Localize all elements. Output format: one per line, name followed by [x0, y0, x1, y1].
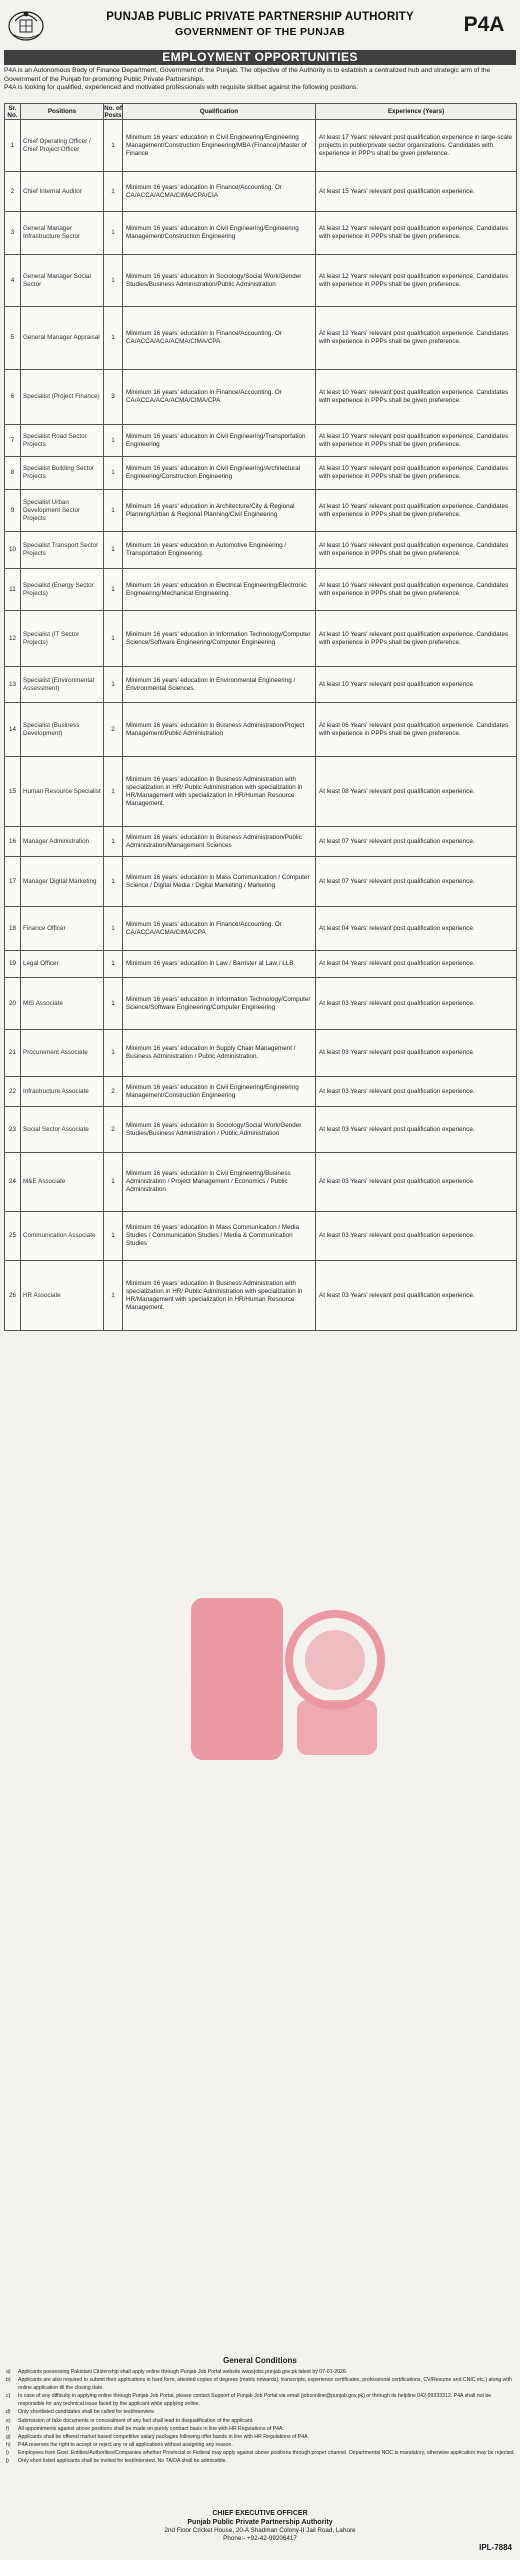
row-qualification: Minimum 16 years' education in Finance/Accounting. Or CA/ACCA/ACA/ACMA/CIMA/CPA	[123, 307, 316, 370]
row-experience: At least 10 Years' relevant post qualification experience. Candidates with experience in PPPs shall be given preference.	[316, 569, 517, 611]
condition-text: Employees from Govt. Entities/Authorities/Companies whether Provincial or Federal may apply against above positions through proper channel. Departmental NOC is mandatory, otherwise application may be rejected.	[18, 2449, 515, 2456]
row-experience: At least 03 Years' relevant post qualification experience.	[316, 1212, 517, 1261]
positions-table-wrapper	[4, 103, 516, 1331]
condition-text: Only short listed applicants shall be invited for test/interview. No TA/DA shall be admissible.	[18, 2458, 227, 2465]
table-row	[5, 827, 517, 857]
row-qualification: Minimum 16 years' education in Law / Barrister at Law / LLB.	[123, 951, 316, 978]
intro-paragraph: P4A is an Autonomous Body of Finance Department, Government of the Punjab. The objective of the Authority is to establish a centralized hub and strategic arm of the Government of the Punjab for promoting Public Private Partnerships.	[4, 67, 491, 83]
row-experience: At least 06 Years' relevant post qualification experience. Candidates with experience in PPPs shall be given preference.	[316, 703, 517, 757]
row-experience: At least 03 Years' relevant post qualification experience.	[316, 1107, 517, 1153]
row-qualification: Minimum 16 years' education in Civil Engineering/Architectural Engineering/Construction Engineering	[123, 457, 316, 490]
authority-name: Punjab Public Private Partnership Authority	[187, 2519, 333, 2526]
table-row	[5, 212, 517, 255]
row-qualification: Minimum 16 years' education in Information Technology/Computer Science/Software Engineering/Computer Engineering	[123, 978, 316, 1030]
row-sr-no: 19	[5, 951, 21, 978]
row-qualification: Minimum 16 years' education in Business Administration with specialization in HR/ Public Administration with specialization in HR/Management with specialization in HR/Human Resource Management.	[123, 757, 316, 827]
row-no-of-posts: 1	[104, 1212, 123, 1261]
row-experience: At least 10 Years' relevant post qualification experience. Candidates with experience in PPPs shall be given preference.	[316, 457, 517, 490]
row-experience: At least 07 Years' relevant post qualification experience.	[316, 857, 517, 907]
row-sr-no: 4	[5, 255, 21, 307]
row-position: Specialist (Environmental Assessment)	[21, 667, 104, 703]
condition-item	[4, 2368, 516, 2376]
row-position: Chief Operating Officer / Chief Project Officer	[21, 120, 104, 172]
row-sr-no: 26	[5, 1261, 21, 1331]
condition-item	[4, 2449, 516, 2457]
row-qualification: Minimum 16 years' education in Civil Engineering/Engineering Management/Construction Engineering	[123, 1077, 316, 1107]
condition-marker: f)	[6, 2425, 10, 2432]
row-qualification: Minimum 16 years' education in Business Administration/Project Management/Public Administration	[123, 703, 316, 757]
condition-text: Applicants possessing Pakistani Citizenship shall apply online through Punjab Job Portal website www.jobs.punjab.gov.pk latest by 07-01-2026.	[18, 2369, 348, 2375]
condition-text: Applicants are also required to submit their applications in hard form, attested copies of degrees (matric onwards), transcripts, experience certificates, professional certifications, CV/Resume and CNIC etc.) along with online application till the closing date.	[18, 2377, 512, 2392]
condition-text: Only shortlisted candidates shall be called for test/interview.	[18, 2409, 155, 2416]
condition-marker: g)	[6, 2433, 11, 2440]
row-sr-no: 15	[5, 757, 21, 827]
row-sr-no: 16	[5, 827, 21, 857]
row-qualification: Minimum 16 years' education in Supply Chain Management / Business Administration / Public Administration.	[123, 1030, 316, 1077]
table-body	[5, 120, 517, 1331]
row-position: Specialist (Energy Sector Projects)	[21, 569, 104, 611]
condition-marker: j)	[6, 2458, 9, 2465]
row-qualification: Minimum 16 years' education in Civil Engineering/Business Administration / Project Management / Economics / Public Administration	[123, 1153, 316, 1212]
row-qualification: Minimum 16 years' education in Sociology/Social Work/Gender Studies/Business Administration / Public Administration	[123, 1107, 316, 1153]
row-qualification: Minimum 16 years' education in Automotive Engineering / Transportation Engineering.	[123, 532, 316, 569]
condition-text: Submission of fake documents or concealment of any fact shall lead to disqualification of the applicant.	[18, 2417, 254, 2424]
row-sr-no: 17	[5, 857, 21, 907]
row-position: Specialist Building Sector Projects	[21, 457, 104, 490]
table-row	[5, 1153, 517, 1212]
row-sr-no: 9	[5, 490, 21, 532]
row-sr-no: 22	[5, 1077, 21, 1107]
row-experience: At least 03 Years' relevant post qualification experience.	[316, 1077, 517, 1107]
row-no-of-posts: 1	[104, 569, 123, 611]
row-experience: At least 04 Years' relevant post qualification experience.	[316, 907, 517, 951]
positions-table	[4, 103, 517, 1331]
row-qualification: Minimum 16 years' education in Civil Engineering/Transportation Engineering	[123, 425, 316, 457]
header-sr-no: Sr. No.	[5, 104, 21, 120]
table-row	[5, 457, 517, 490]
condition-item	[4, 2408, 516, 2416]
row-sr-no: 11	[5, 569, 21, 611]
table-row	[5, 1107, 517, 1153]
header-no-of-posts: No. of Posts	[104, 104, 122, 119]
row-qualification: Minimum 16 years' education in Mass Communication / Media Studies / Communication Studies / Media & Communication Studies	[123, 1212, 316, 1261]
row-no-of-posts: 1	[104, 951, 123, 978]
row-position: Procurement Associate	[21, 1030, 104, 1077]
row-experience: At least 12 Years' relevant post qualification experience. Candidates with experience in PPPs shall be given preference.	[316, 307, 517, 370]
row-qualification: Minimum 16 years' education in Sociology/Social Work/Gender Studies/Business Administration/Public Administration	[123, 255, 316, 307]
row-position: Finance Officer	[21, 907, 104, 951]
row-experience: At least 15 Years' relevant post qualification experience.	[316, 172, 517, 212]
row-experience: At least 03 Years' relevant post qualification experience.	[316, 978, 517, 1030]
table-row	[5, 370, 517, 425]
row-no-of-posts: 1	[104, 667, 123, 703]
table-row	[5, 569, 517, 611]
row-sr-no: 24	[5, 1153, 21, 1212]
table-row	[5, 490, 517, 532]
table-row	[5, 307, 517, 370]
row-position: Legal Officer	[21, 951, 104, 978]
row-no-of-posts: 1	[104, 425, 123, 457]
condition-marker: b)	[6, 2377, 11, 2384]
row-sr-no: 18	[5, 907, 21, 951]
svg-text:P4A: P4A	[463, 13, 505, 36]
row-experience: At least 12 Years' relevant post qualification experience. Candidates with experience in PPPs shall be given preference.	[316, 212, 517, 255]
row-sr-no: 3	[5, 212, 21, 255]
row-experience: At least 10 Years' relevant post qualification experience.	[316, 667, 517, 703]
condition-text: P4A reserves the right to accept or reject any or all applications without assigning any reason.	[18, 2441, 233, 2448]
row-position: MIS Associate	[21, 978, 104, 1030]
table-row	[5, 532, 517, 569]
condition-item	[4, 2392, 516, 2408]
header-positions: Positions	[21, 104, 104, 120]
row-no-of-posts: 1	[104, 457, 123, 490]
row-sr-no: 7	[5, 425, 21, 457]
condition-text: All appointments against above positions shall be made on purely contract basis in line with HR Regulations of P4A.	[18, 2425, 284, 2432]
row-position: Social Sector Associate	[21, 1107, 104, 1153]
row-position: Specialist Road Sector Projects	[21, 425, 104, 457]
row-qualification: Minimum 16 years' education in Architecture/City & Regional Planning/Urban & Regional Planning/Civil Engineering	[123, 490, 316, 532]
row-qualification: Minimum 16 years' education in Civil Engineering/Engineering Management/Construction Engineering/MBA (Finance)/Master of Finance	[123, 120, 316, 172]
row-experience: At least 04 Years' relevant post qualification experience.	[316, 951, 517, 978]
intro-paragraph: P4A is looking for qualified, experienced and motivated professionals with requisite skillset against the following positions:	[4, 84, 359, 92]
condition-marker: e)	[6, 2417, 11, 2424]
row-sr-no: 12	[5, 611, 21, 667]
footer	[4, 2509, 516, 2543]
table-row	[5, 703, 517, 757]
header-experience: Experience (Years)	[316, 104, 517, 120]
row-sr-no: 1	[5, 120, 21, 172]
row-experience: At least 10 Years' relevant post qualification experience. Candidates with experience in PPPs shall be given preference.	[316, 425, 517, 457]
row-no-of-posts: 1	[104, 1030, 123, 1077]
row-sr-no: 13	[5, 667, 21, 703]
row-qualification: Minimum 16 years' education in Business Administration/Public Administration/Management Sciences	[123, 827, 316, 857]
table-row	[5, 255, 517, 307]
table-row	[5, 667, 517, 703]
row-no-of-posts: 2	[104, 1107, 123, 1153]
row-position: Infrastructure Associate	[21, 1077, 104, 1107]
row-sr-no: 8	[5, 457, 21, 490]
page-title: EMPLOYMENT OPPORTUNITIES	[4, 50, 516, 65]
row-experience: At least 12 Years' relevant post qualification experience. Candidates with experience in PPPs shall be given preference.	[316, 255, 517, 307]
row-no-of-posts: 1	[104, 120, 123, 172]
row-position: General Manager Appraisal	[21, 307, 104, 370]
punjab-government-emblem-icon	[6, 4, 46, 44]
address: 2nd Floor Cricket House, 20-A Shadman Colony-II Jail Road, Lahore	[164, 2527, 356, 2534]
row-qualification: Minimum 16 years' education in Civil Engineering/Engineering Management/Construction Engineering	[123, 212, 316, 255]
row-position: General Manager Infrastructure Sector	[21, 212, 104, 255]
government-name: GOVERNMENT OF THE PUNJAB	[175, 26, 345, 38]
row-no-of-posts: 1	[104, 172, 123, 212]
row-experience: At least 10 Years' relevant post qualification experience. Candidates with experience in PPPs shall be given preference.	[316, 532, 517, 569]
row-sr-no: 21	[5, 1030, 21, 1077]
condition-text: Applicants shall be offered market based competitive salary packages following offer bands in line with HR Regulations of P4A.	[18, 2433, 310, 2440]
row-position: HR Associate	[21, 1261, 104, 1331]
row-no-of-posts: 1	[104, 212, 123, 255]
row-qualification: Minimum 16 years' education in Electrical Engineering/Electronic Engineering/Mechanical Engineering	[123, 569, 316, 611]
row-no-of-posts: 1	[104, 1153, 123, 1212]
table-header-row	[5, 104, 517, 120]
header	[0, 0, 520, 50]
table-row	[5, 1212, 517, 1261]
row-sr-no: 14	[5, 703, 21, 757]
condition-item	[4, 2457, 516, 2465]
condition-item	[4, 2417, 516, 2425]
row-qualification: Minimum 16 years' education in Finance/Accounting. Or CA/ACCA/ACMA/CIMA/CPA/CIA	[123, 172, 316, 212]
conditions-list	[4, 2368, 516, 2465]
row-position: Specialist (IT Sector Projects)	[21, 611, 104, 667]
row-no-of-posts: 1	[104, 307, 123, 370]
conditions-title: General Conditions	[223, 2356, 297, 2365]
table-row	[5, 172, 517, 212]
p4a-logo	[458, 8, 510, 38]
row-position: Manager Administration	[21, 827, 104, 857]
organization-name: PUNJAB PUBLIC PRIVATE PARTNERSHIP AUTHORITY	[106, 11, 414, 23]
row-no-of-posts: 1	[104, 490, 123, 532]
table-row	[5, 1261, 517, 1331]
row-experience: At least 03 Years' relevant post qualification experience.	[316, 1030, 517, 1077]
row-experience: At least 10 Years' relevant post qualification experience. Candidates with experience in PPPs shall be given preference.	[316, 370, 517, 425]
condition-item	[4, 2376, 516, 2392]
table-row	[5, 120, 517, 172]
row-sr-no: 20	[5, 978, 21, 1030]
row-experience: At least 10 Years' relevant post qualification experience. Candidates with experience in PPPs shall be given preference.	[316, 611, 517, 667]
row-qualification: Minimum 16 years' education in Environmental Engineering / Environmental Sciences.	[123, 667, 316, 703]
row-no-of-posts: 1	[104, 827, 123, 857]
row-position: Communication Associate	[21, 1212, 104, 1261]
table-row	[5, 611, 517, 667]
row-sr-no: 23	[5, 1107, 21, 1153]
row-sr-no: 2	[5, 172, 21, 212]
intro-text	[4, 67, 516, 93]
condition-marker: i)	[6, 2449, 9, 2456]
row-qualification: Minimum 16 years' education in Finance/Accounting. Or CA/ACCA/ACMA/CIMA/CPA	[123, 907, 316, 951]
row-position: Manager Digital Marketing	[21, 857, 104, 907]
row-position: General Manager Social Sector	[21, 255, 104, 307]
row-no-of-posts: 2	[104, 703, 123, 757]
row-position: Specialist Transport Sector Projects	[21, 532, 104, 569]
table-row	[5, 757, 517, 827]
row-experience: At least 10 Years' relevant post qualification experience. Candidates with experience in PPPs shall be given preference.	[316, 490, 517, 532]
table-row	[5, 425, 517, 457]
row-no-of-posts: 1	[104, 857, 123, 907]
row-experience: At least 17 Years' relevant post qualification experience in large-scale projects in public/private sector organizations. Candidates with experience in PPP's shall be given preference.	[316, 120, 517, 172]
table-row	[5, 978, 517, 1030]
row-sr-no: 25	[5, 1212, 21, 1261]
row-position: Specialist Urban Development Sector Projects	[21, 490, 104, 532]
phone-number: Phone:- +92-42-99206417	[223, 2535, 297, 2542]
row-no-of-posts: 1	[104, 611, 123, 667]
signatory-title: CHIEF EXECUTIVE OFFICER	[212, 2510, 308, 2517]
row-no-of-posts: 1	[104, 532, 123, 569]
table-row	[5, 857, 517, 907]
condition-marker: c)	[6, 2393, 11, 2400]
header-qualification: Qualification	[123, 104, 316, 120]
condition-item	[4, 2441, 516, 2449]
row-position: Human Resource Specialist	[21, 757, 104, 827]
row-position: Chief Internal Auditor	[21, 172, 104, 212]
condition-text: In case of any difficulty in applying online through Punjab Job Portal, please contact Support of Punjab Job Portal via email (jobsonline@punjab.gov.pk) or through its helpline 042-99333312. P4A shall not be responsible for any technical issue faced by the applicant while applying online.	[18, 2393, 492, 2408]
table-row	[5, 1030, 517, 1077]
row-no-of-posts: 1	[104, 1261, 123, 1331]
row-no-of-posts: 1	[104, 978, 123, 1030]
row-no-of-posts: 3	[104, 370, 123, 425]
row-no-of-posts: 1	[104, 757, 123, 827]
condition-item	[4, 2425, 516, 2433]
condition-marker: h)	[6, 2441, 11, 2448]
row-sr-no: 5	[5, 307, 21, 370]
condition-item	[4, 2433, 516, 2441]
row-sr-no: 6	[5, 370, 21, 425]
condition-marker: d)	[6, 2409, 11, 2416]
row-position: Specialist (Business Development)	[21, 703, 104, 757]
row-no-of-posts: 1	[104, 907, 123, 951]
row-experience: At least 03 Years' relevant post qualification experience.	[316, 1261, 517, 1331]
watermark-stamp	[185, 1590, 395, 1765]
row-qualification: Minimum 16 years' education in Mass Communication / Computer Science / Digital Media / Digital Marketing / Marketing	[123, 857, 316, 907]
row-experience: At least 03 Years' relevant post qualification experience.	[316, 1153, 517, 1212]
row-no-of-posts: 1	[104, 255, 123, 307]
condition-marker: a)	[6, 2369, 11, 2375]
row-sr-no: 10	[5, 532, 21, 569]
row-qualification: Minimum 16 years' education in Business Administration with specialization in HR/ Public Administration with specialization in HR/Management with specialization in HR/Human Resource Management.	[123, 1261, 316, 1331]
row-no-of-posts: 2	[104, 1077, 123, 1107]
advertisement-reference: IPL-7884	[479, 2543, 512, 2552]
row-experience: At least 07 Years' relevant post qualification experience.	[316, 827, 517, 857]
row-position: M&E Associate	[21, 1153, 104, 1212]
table-row	[5, 951, 517, 978]
row-experience: At least 08 Years' relevant post qualification experience.	[316, 757, 517, 827]
table-row	[5, 1077, 517, 1107]
row-qualification: Minimum 16 years' education in Finance/Accounting. Or CA/ACCA/ACA/ACMA/CIMA/CPA	[123, 370, 316, 425]
table-row	[5, 907, 517, 951]
row-position: Specialist (Project Finance)	[21, 370, 104, 425]
row-qualification: Minimum 16 years' education in Information Technology/Computer Science/Software Engineering/Computer Engineering	[123, 611, 316, 667]
